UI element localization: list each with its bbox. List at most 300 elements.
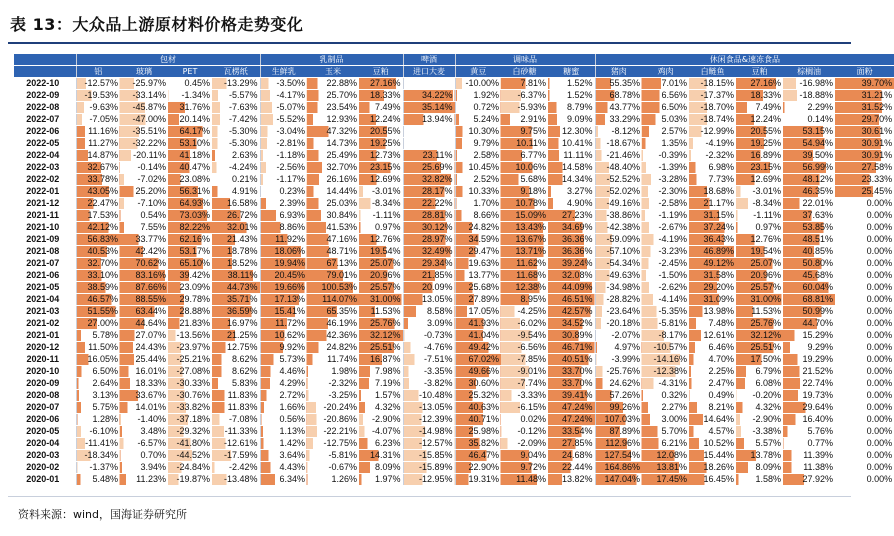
value-cell: 53.17% — [168, 246, 212, 258]
date-cell: 2020-11 — [14, 354, 76, 366]
value-cell: -7.10% — [120, 198, 168, 210]
date-cell: 2020-10 — [14, 366, 76, 378]
value-cell: 27.92% — [783, 474, 835, 486]
value-cell: 21.17% — [689, 198, 736, 210]
value-cell: -2.58% — [642, 198, 689, 210]
value-cell: 33.70% — [548, 366, 595, 378]
value-cell: 13.94% — [403, 114, 455, 126]
value-cell: -10.00% — [455, 78, 501, 90]
value-cell: 62.16% — [168, 234, 212, 246]
value-cell: 5.73% — [260, 354, 307, 366]
value-cell: 43.05% — [76, 186, 120, 198]
value-cell: -7.74% — [501, 378, 548, 390]
column-header: 铝 — [76, 66, 120, 78]
value-cell: 2.91% — [501, 114, 548, 126]
value-cell: 53.85% — [783, 222, 835, 234]
value-cell: 14.87% — [76, 150, 120, 162]
value-cell: -2.30% — [642, 186, 689, 198]
page-title: 表 13：大众品上游原材料价格走势变化 — [10, 15, 304, 34]
value-cell: -5.35% — [642, 306, 689, 318]
value-cell: 25.76% — [736, 318, 783, 330]
value-cell: -18.88% — [783, 90, 835, 102]
value-cell: 41.93% — [455, 318, 501, 330]
value-cell: 8.66% — [455, 210, 501, 222]
footer-divider — [8, 496, 851, 497]
value-cell: -57.10% — [595, 246, 642, 258]
value-cell: 0.45% — [168, 78, 212, 90]
group-header: 啤酒 — [403, 54, 455, 66]
group-header: 休闲食品&速冻食品 — [595, 54, 894, 66]
value-cell: 0.00% — [835, 270, 894, 282]
value-cell: 31.00% — [359, 294, 403, 306]
value-cell: 12.08% — [642, 450, 689, 462]
value-cell: 18.68% — [689, 186, 736, 198]
value-cell: -3.01% — [359, 186, 403, 198]
value-cell: 14.34% — [548, 174, 595, 186]
value-cell: 56.83% — [76, 234, 120, 246]
value-cell: 39.70% — [835, 78, 894, 90]
value-cell: 0.56% — [260, 414, 307, 426]
value-cell: 41.53% — [307, 222, 359, 234]
table-row — [14, 90, 894, 102]
column-header: 生鲜乳 — [260, 66, 307, 78]
value-cell: -7.42% — [212, 114, 260, 126]
value-cell: -16.98% — [783, 78, 835, 90]
value-cell: 36.59% — [212, 306, 260, 318]
date-cell: 2022-08 — [14, 102, 76, 114]
value-cell: 4.97% — [595, 342, 642, 354]
value-cell: 47.32% — [307, 126, 359, 138]
value-cell: 8.62% — [212, 366, 260, 378]
value-cell: 1.52% — [548, 90, 595, 102]
date-cell: 2021-11 — [14, 210, 76, 222]
value-cell: 26.72% — [212, 210, 260, 222]
value-cell: -18.74% — [689, 114, 736, 126]
value-cell: -8.17% — [642, 330, 689, 342]
value-cell: 4.57% — [689, 426, 736, 438]
date-cell: 2021-02 — [14, 318, 76, 330]
value-cell: 10.45% — [455, 162, 501, 174]
value-cell: -5.52% — [260, 114, 307, 126]
value-cell: -5.81% — [642, 318, 689, 330]
value-cell: 0.23% — [260, 186, 307, 198]
column-header: 白砂糖 — [501, 66, 548, 78]
corner-cell — [14, 66, 76, 78]
value-cell: -7.51% — [403, 354, 455, 366]
value-cell: 28.81% — [403, 210, 455, 222]
value-cell: 0.00% — [835, 258, 894, 270]
value-cell: -13.56% — [168, 330, 212, 342]
value-cell: 6.56% — [642, 90, 689, 102]
value-cell: 32.70% — [76, 258, 120, 270]
value-cell: 19.31% — [455, 474, 501, 486]
value-cell: 25.32% — [455, 390, 501, 402]
value-cell: 20.55% — [736, 126, 783, 138]
value-cell: -0.20% — [736, 390, 783, 402]
value-cell: 36.43% — [689, 234, 736, 246]
table-row — [14, 126, 894, 138]
value-cell: 34.52% — [548, 318, 595, 330]
column-header: 黄豆 — [455, 66, 501, 78]
table-row — [14, 150, 894, 162]
value-cell: 67.13% — [307, 258, 359, 270]
value-cell: 6.23% — [359, 438, 403, 450]
value-cell: 13.81% — [642, 462, 689, 474]
value-cell: 18.33% — [736, 90, 783, 102]
value-cell: 46.89% — [689, 246, 736, 258]
value-cell: 0.00% — [835, 234, 894, 246]
date-cell: 2021-04 — [14, 294, 76, 306]
value-cell: -25.97% — [120, 78, 168, 90]
value-cell: 8.95% — [501, 294, 548, 306]
value-cell: 11.92% — [260, 234, 307, 246]
value-cell: 43.77% — [595, 102, 642, 114]
value-cell: 39.50% — [783, 150, 835, 162]
value-cell: 45.68% — [783, 270, 835, 282]
value-cell: 31.58% — [689, 270, 736, 282]
value-cell: 12.24% — [359, 114, 403, 126]
value-cell: -21.46% — [595, 150, 642, 162]
value-cell: 19.25% — [736, 138, 783, 150]
value-cell: -37.18% — [168, 414, 212, 426]
value-cell: -17.37% — [689, 90, 736, 102]
value-cell: 47.24% — [548, 402, 595, 414]
column-header: 玻璃 — [120, 66, 168, 78]
value-cell: 25.69% — [403, 162, 455, 174]
value-cell: 21.85% — [403, 270, 455, 282]
value-cell: 33.67% — [120, 390, 168, 402]
value-cell: 25.49% — [307, 150, 359, 162]
value-cell: 63.44% — [120, 306, 168, 318]
value-cell: 29.20% — [689, 282, 736, 294]
title-bar — [8, 4, 851, 44]
value-cell: 53.15% — [783, 126, 835, 138]
value-cell: 15.29% — [783, 330, 835, 342]
value-cell: 41.18% — [168, 150, 212, 162]
value-cell: 0.00% — [835, 210, 894, 222]
value-cell: 65.10% — [168, 258, 212, 270]
value-cell: 100.53% — [307, 282, 359, 294]
value-cell: 9.09% — [548, 114, 595, 126]
date-cell: 2022-09 — [14, 90, 76, 102]
value-cell: 30.89% — [548, 330, 595, 342]
value-cell: 11.68% — [501, 270, 548, 282]
value-cell: 3.64% — [260, 450, 307, 462]
value-cell: 11.48% — [501, 474, 548, 486]
value-cell: 8.09% — [736, 462, 783, 474]
group-header: 包材 — [76, 54, 260, 66]
value-cell: -19.87% — [168, 474, 212, 486]
value-cell: -12.75% — [307, 438, 359, 450]
value-cell: 0.00% — [835, 306, 894, 318]
value-cell: -3.28% — [642, 174, 689, 186]
value-cell: 0.00% — [835, 462, 894, 474]
value-cell: -17.59% — [212, 450, 260, 462]
value-cell: -12.61% — [212, 438, 260, 450]
value-cell: -3.38% — [736, 426, 783, 438]
value-cell: -1.18% — [260, 150, 307, 162]
column-header: 玉米 — [307, 66, 359, 78]
value-cell: 22.47% — [76, 198, 120, 210]
table-row — [14, 234, 894, 246]
value-cell: 27.16% — [736, 78, 783, 90]
value-cell: 16.05% — [76, 354, 120, 366]
value-cell: 5.03% — [642, 114, 689, 126]
value-cell: 87.66% — [120, 282, 168, 294]
date-cell: 2021-06 — [14, 270, 76, 282]
value-cell — [403, 78, 455, 90]
value-cell: 24.62% — [595, 378, 642, 390]
value-cell: 64.17% — [168, 126, 212, 138]
value-cell: 0.00% — [835, 294, 894, 306]
value-cell: 10.62% — [260, 330, 307, 342]
value-cell: 55.35% — [595, 78, 642, 90]
value-cell: -33.14% — [120, 90, 168, 102]
value-cell: 14.01% — [120, 402, 168, 414]
value-cell: 6.93% — [260, 210, 307, 222]
value-cell: 22.90% — [455, 462, 501, 474]
date-cell: 2020-06 — [14, 414, 76, 426]
table-row — [14, 138, 894, 150]
value-cell: 27.16% — [359, 78, 403, 90]
value-cell: 2.29% — [783, 102, 835, 114]
value-cell: 1.57% — [359, 390, 403, 402]
date-cell: 2021-01 — [14, 330, 76, 342]
column-header: 进口大麦 — [403, 66, 455, 78]
value-cell: 73.03% — [168, 210, 212, 222]
table-row — [14, 198, 894, 210]
table-row — [14, 402, 894, 414]
value-cell: -25.76% — [595, 366, 642, 378]
value-cell: 7.81% — [501, 78, 548, 90]
value-cell: 127.54% — [595, 450, 642, 462]
date-cell: 2021-08 — [14, 246, 76, 258]
value-cell: 0.21% — [212, 174, 260, 186]
value-cell: 32.70% — [307, 162, 359, 174]
value-cell: -1.19% — [642, 210, 689, 222]
value-cell: 18.52% — [212, 258, 260, 270]
value-cell: -18.34% — [76, 450, 120, 462]
value-cell: -3.25% — [307, 390, 359, 402]
table-row — [14, 270, 894, 282]
value-cell: 25.03% — [307, 198, 359, 210]
value-cell: 88.55% — [120, 294, 168, 306]
value-cell: -9.54% — [501, 330, 548, 342]
value-cell: 48.51% — [783, 234, 835, 246]
value-cell: 31.21% — [835, 90, 894, 102]
value-cell: 29.47% — [455, 246, 501, 258]
value-cell: -0.73% — [403, 330, 455, 342]
value-cell: -5.30% — [212, 126, 260, 138]
value-cell: 12.93% — [307, 114, 359, 126]
column-header: 豆粕 — [736, 66, 783, 78]
value-cell: 82.22% — [168, 222, 212, 234]
value-cell — [403, 126, 455, 138]
value-cell: 4.32% — [359, 402, 403, 414]
value-cell: 36.36% — [548, 246, 595, 258]
column-header: 面粉 — [835, 66, 894, 78]
value-cell: 6.46% — [689, 342, 736, 354]
value-cell: 11.53% — [736, 306, 783, 318]
value-cell: 11.39% — [783, 450, 835, 462]
value-cell: 2.57% — [642, 126, 689, 138]
value-cell: -1.40% — [120, 414, 168, 426]
corner-cell — [14, 54, 76, 66]
value-cell: -3.99% — [595, 354, 642, 366]
table-row — [14, 186, 894, 198]
value-cell: 44.09% — [548, 282, 595, 294]
value-cell: 1.52% — [548, 78, 595, 90]
value-cell: -1.17% — [260, 174, 307, 186]
value-cell: 25.76% — [359, 318, 403, 330]
value-cell: 25.70% — [307, 90, 359, 102]
value-cell: 11.50% — [76, 342, 120, 354]
value-cell: -2.45% — [642, 258, 689, 270]
value-cell: 7.01% — [642, 78, 689, 90]
value-cell: 42.12% — [76, 222, 120, 234]
value-cell: -2.09% — [501, 438, 548, 450]
value-cell: -5.30% — [212, 138, 260, 150]
value-cell: 1.42% — [260, 438, 307, 450]
table-row — [14, 102, 894, 114]
value-cell: -7.02% — [120, 174, 168, 186]
value-cell: 24.43% — [120, 342, 168, 354]
value-cell: 0.00% — [835, 402, 894, 414]
value-cell: 23.15% — [359, 162, 403, 174]
value-cell: 32.12% — [736, 330, 783, 342]
value-cell: -4.19% — [642, 234, 689, 246]
value-cell: -8.34% — [359, 198, 403, 210]
value-cell: 16.40% — [783, 414, 835, 426]
value-cell: 17.13% — [260, 294, 307, 306]
value-cell: 2.58% — [455, 150, 501, 162]
value-cell: 24.82% — [455, 222, 501, 234]
value-cell: 15.41% — [260, 306, 307, 318]
column-header: 瓦楞纸 — [212, 66, 260, 78]
value-cell: 48.71% — [307, 246, 359, 258]
value-cell: 3.13% — [76, 390, 120, 402]
value-cell: 56.99% — [783, 162, 835, 174]
value-cell: 37.63% — [783, 210, 835, 222]
value-cell: 16.45% — [689, 474, 736, 486]
value-cell: 2.25% — [689, 366, 736, 378]
column-header-row — [14, 66, 894, 78]
value-cell: 15.44% — [689, 450, 736, 462]
value-cell: 23.54% — [307, 102, 359, 114]
source-note: 资料来源：wind，国海证券研究所 — [18, 508, 188, 521]
value-cell: 64.93% — [168, 198, 212, 210]
value-cell: 1.97% — [359, 474, 403, 486]
value-cell: -0.12% — [501, 426, 548, 438]
value-cell: 33.70% — [548, 378, 595, 390]
value-cell: 6.08% — [736, 378, 783, 390]
value-cell: 10.06% — [501, 162, 548, 174]
value-cell: 39.41% — [548, 390, 595, 402]
date-cell: 2020-02 — [14, 462, 76, 474]
value-cell: 8.79% — [548, 102, 595, 114]
value-cell: 23.11% — [403, 150, 455, 162]
value-cell: -4.14% — [642, 294, 689, 306]
value-cell: 7.49% — [736, 102, 783, 114]
value-cell: -1.11% — [359, 210, 403, 222]
value-cell: -3.23% — [642, 246, 689, 258]
value-cell: 25.20% — [120, 186, 168, 198]
value-cell: 0.14% — [783, 114, 835, 126]
value-cell: 28.17% — [403, 186, 455, 198]
value-cell: 99.26% — [595, 402, 642, 414]
value-cell: -33.82% — [168, 402, 212, 414]
value-cell: 42.42% — [120, 246, 168, 258]
value-cell: 6.21% — [642, 438, 689, 450]
date-cell: 2020-05 — [14, 426, 76, 438]
value-cell: 12.76% — [359, 234, 403, 246]
value-cell: -6.56% — [501, 342, 548, 354]
table-row — [14, 174, 894, 186]
value-cell: -5.57% — [212, 90, 260, 102]
value-cell: 5.70% — [642, 426, 689, 438]
value-cell: 6.34% — [260, 474, 307, 486]
value-cell: -20.11% — [120, 150, 168, 162]
value-cell: -34.98% — [595, 282, 642, 294]
value-cell: 23.09% — [168, 282, 212, 294]
value-cell: 2.52% — [455, 174, 501, 186]
value-cell: 53.10% — [168, 138, 212, 150]
value-cell: 0.70% — [120, 450, 168, 462]
value-cell: 0.77% — [783, 438, 835, 450]
value-cell: 26.16% — [307, 174, 359, 186]
value-cell: 57.26% — [595, 390, 642, 402]
value-cell: 9.79% — [455, 138, 501, 150]
value-cell: 40.53% — [76, 246, 120, 258]
value-cell: 32.08% — [548, 270, 595, 282]
value-cell: -23.97% — [168, 342, 212, 354]
value-cell: 9.72% — [501, 462, 548, 474]
value-cell: -24.84% — [168, 462, 212, 474]
value-cell: 1.70% — [455, 198, 501, 210]
value-cell: -4.31% — [642, 378, 689, 390]
value-cell: -35.51% — [120, 126, 168, 138]
value-cell: 27.89% — [455, 294, 501, 306]
value-cell: 0.00% — [835, 378, 894, 390]
value-cell: -22.21% — [307, 426, 359, 438]
value-cell: 30.61% — [835, 126, 894, 138]
value-cell: 14.64% — [689, 414, 736, 426]
value-cell: -20.24% — [307, 402, 359, 414]
value-cell: 46.47% — [455, 450, 501, 462]
table-row — [14, 210, 894, 222]
value-cell: -14.16% — [642, 354, 689, 366]
value-cell: 38.11% — [212, 270, 260, 282]
value-cell: -54.34% — [595, 258, 642, 270]
table-row — [14, 462, 894, 474]
value-cell: -13.48% — [212, 474, 260, 486]
value-cell: -20.18% — [595, 318, 642, 330]
value-cell: -5.93% — [501, 102, 548, 114]
value-cell: 18.33% — [120, 378, 168, 390]
value-cell: 20.55% — [359, 126, 403, 138]
value-cell: 30.91% — [835, 150, 894, 162]
value-cell: 19.63% — [455, 258, 501, 270]
value-cell: 44.73% — [212, 282, 260, 294]
value-cell: 9.92% — [260, 342, 307, 354]
value-cell: 22.88% — [307, 78, 359, 90]
value-cell: 0.00% — [835, 474, 894, 486]
value-cell: -1.11% — [736, 210, 783, 222]
value-cell: 23.33% — [835, 174, 894, 186]
value-cell: -44.52% — [168, 450, 212, 462]
value-cell: -25.21% — [168, 354, 212, 366]
date-cell: 2020-12 — [14, 342, 76, 354]
